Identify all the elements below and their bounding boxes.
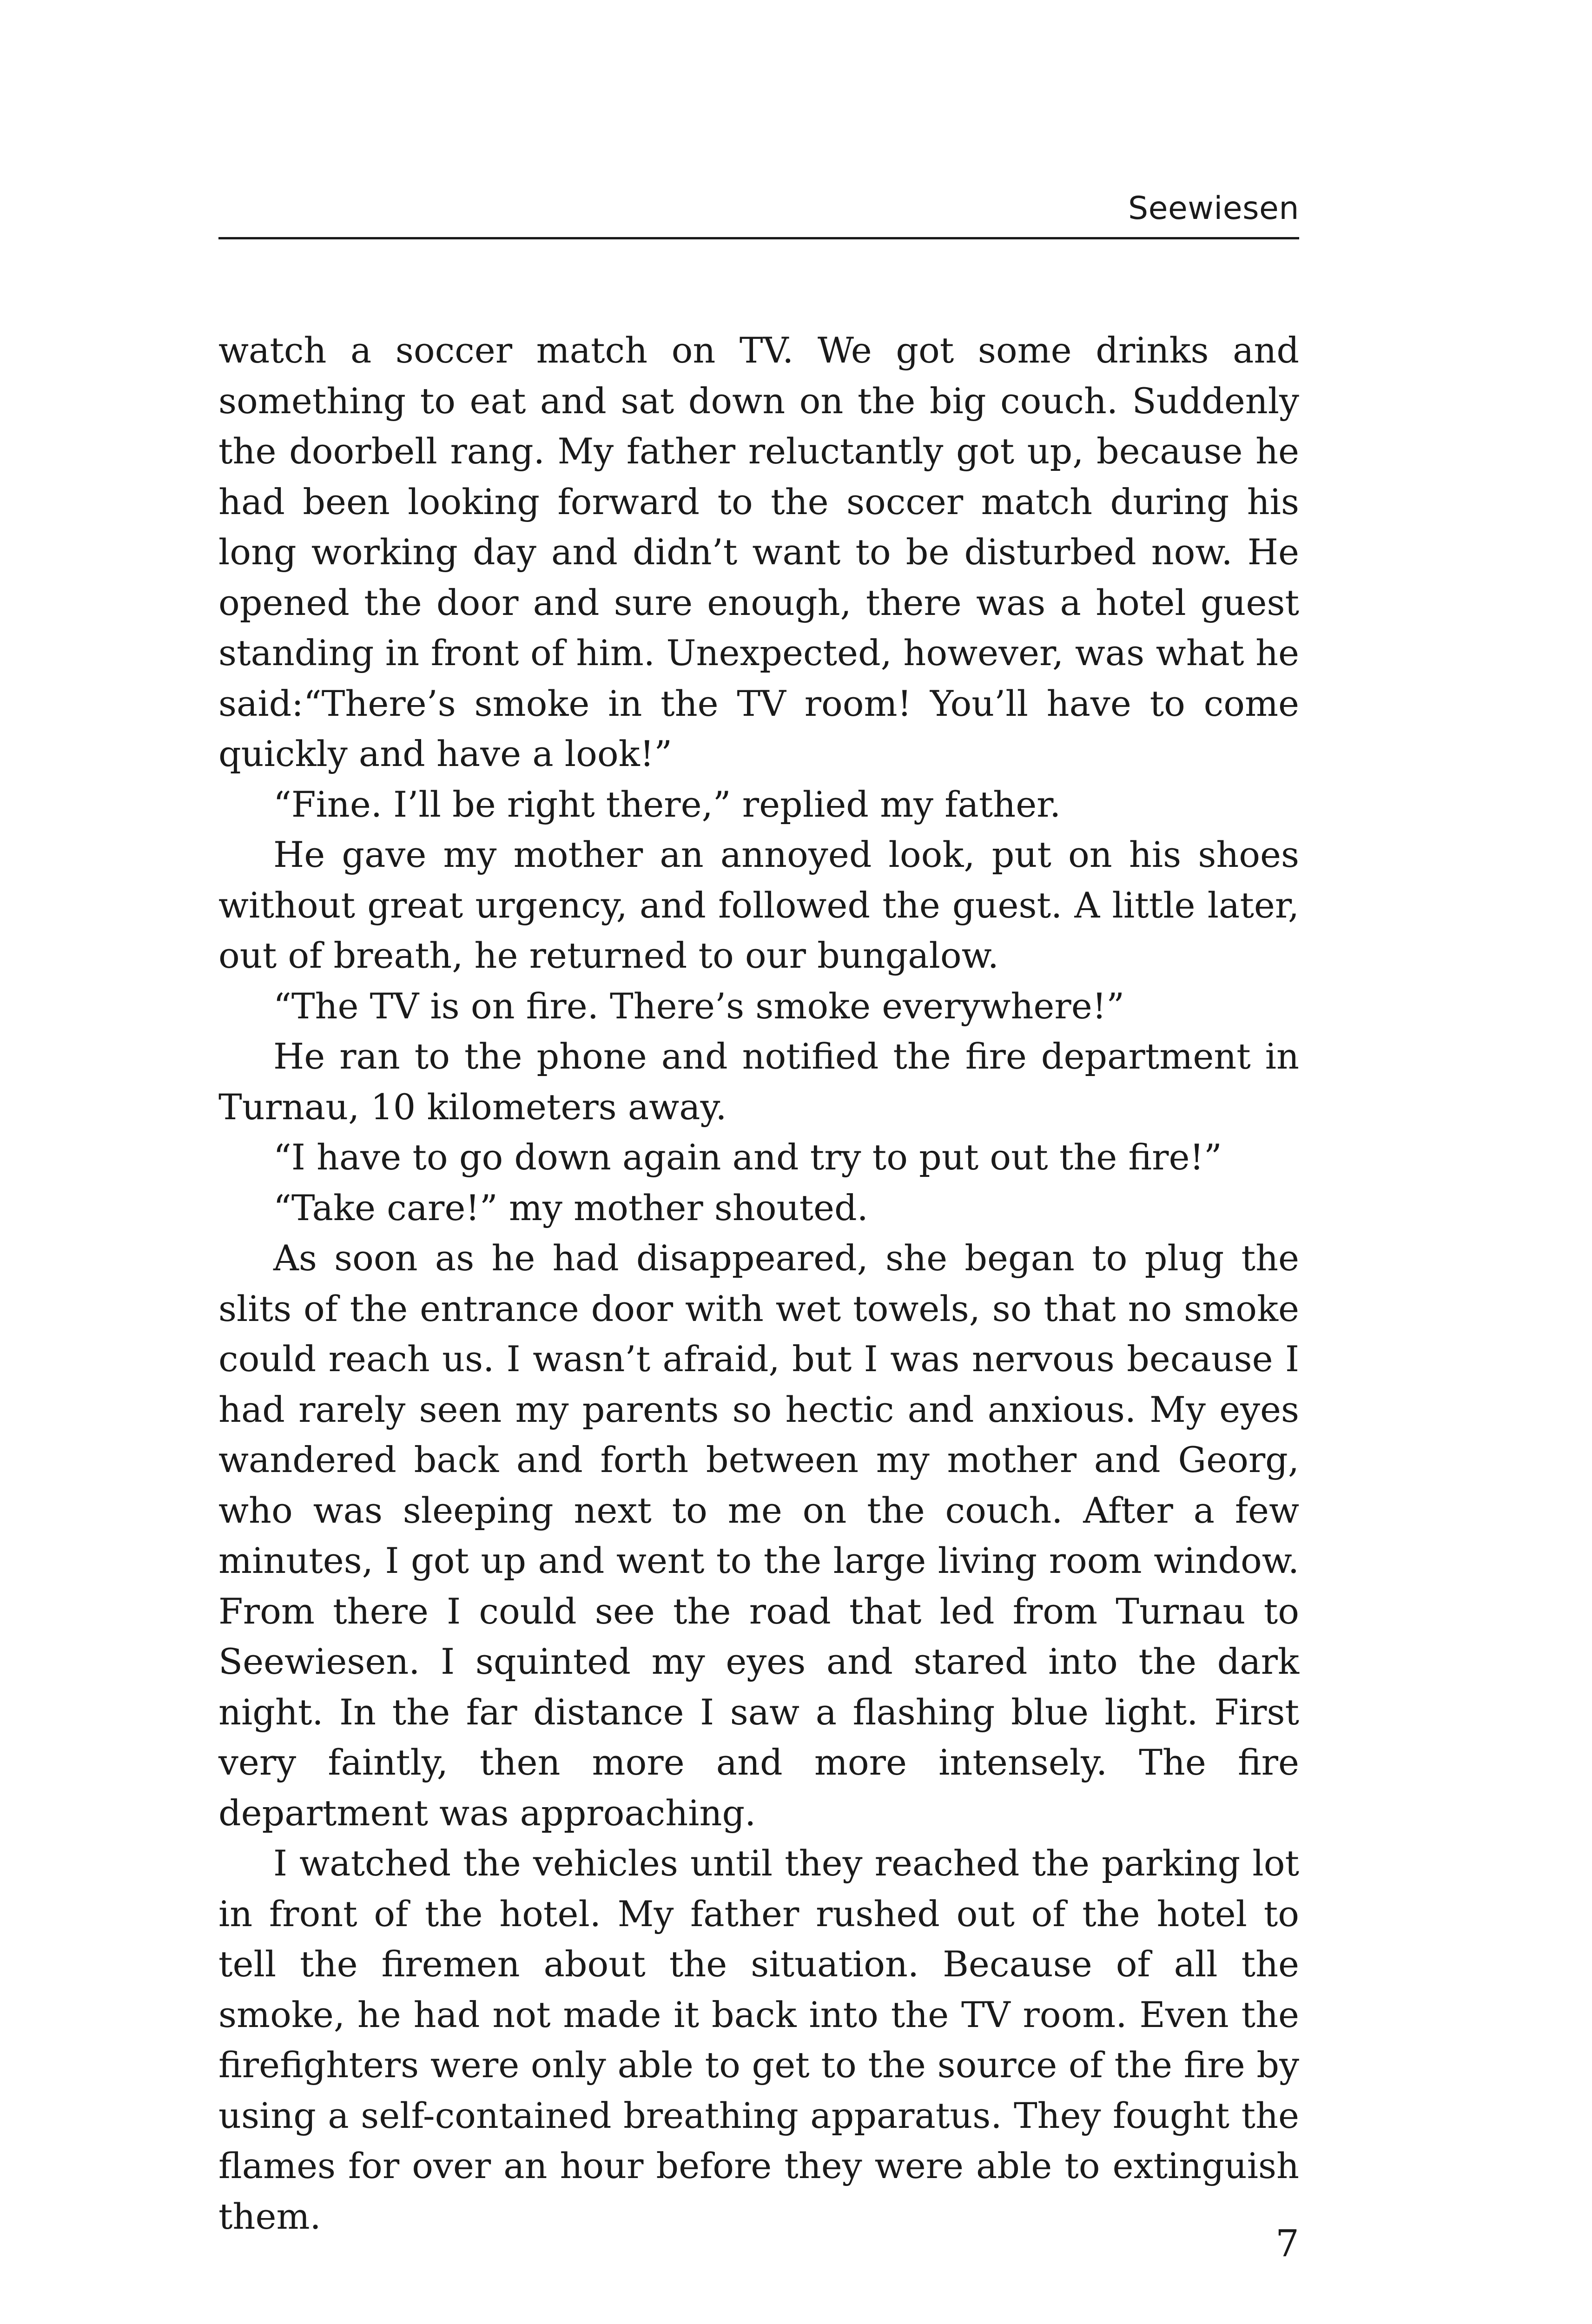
paragraph-2: “Fine. I’ll be right there,” replied my father. xyxy=(273,783,1061,825)
running-header xyxy=(218,181,1299,239)
paragraph-7: “Take care!” my mother shouted. xyxy=(273,1187,868,1228)
paragraph-9: I watched the vehicles until they reached the parking lot in front of the hotel. My father rushed out of the hotel to tell the firemen about the situation. Because of all the smoke, he had not made it back into the TV room. Even the firefighters were only able to get to the source of the fire by using a self-contained breathing apparatus. They fought the flames for over an hour before they were able to extinguish them. xyxy=(218,1842,1299,2237)
paragraph-8: As soon as he had disappeared, she began to plug the slits of the entrance door with wet towels, so that no smoke could reach us. I wasn’t afraid, but I was nervous because I had rarely seen my parents so hectic and anxious. My eyes wandered back and forth between my mother and Georg, who was sleeping next to me on the couch. After a few minutes, I got up and went to the large living room window. From there I could see the road that led from Turnau to Seewiesen. I squinted my eyes and stared into the dark night. In the far distance I saw a flashing blue light. First very faintly, then more and more intensely. The fire department was approaching. xyxy=(218,1237,1299,1834)
paragraph-4: “The TV is on fire. There’s smoke everywhere!” xyxy=(273,985,1125,1027)
paragraph-3: He gave my mother an annoyed look, put on his shoes without great urgency, and followed the guest. A little later, out of breath, he returned to our bungalow. xyxy=(218,834,1299,976)
body-text xyxy=(218,325,1299,2242)
paragraph-5: He ran to the phone and notified the fire department in Turnau, 10 kilometers away. xyxy=(218,1036,1299,1128)
paragraph-6: “I have to go down again and try to put out the fire!” xyxy=(273,1136,1222,1178)
paragraph-1: watch a soccer match on TV. We got some drinks and something to eat and sat down on the big couch. Suddenly the doorbell rang. My father reluctantly got up, because he had been looking forward to the soccer match during his long working day and didn’t want to be disturbed now. He opened the door and sure enough, there was a hotel guest standing in front of him. Unexpected, however, was what he said:“There’s smoke in the TV room! You’ll have to come quickly and have a look!” xyxy=(218,330,1299,774)
page-number: 7 xyxy=(1275,2222,1299,2265)
running-title: Seewiesen xyxy=(1128,190,1299,227)
